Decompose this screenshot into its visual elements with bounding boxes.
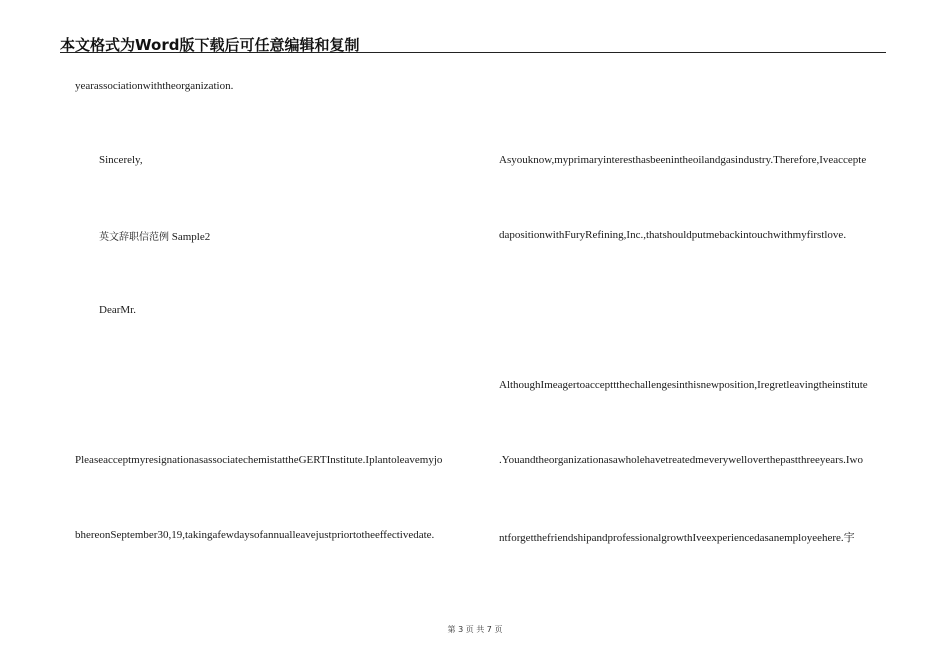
right-line-1: Asyouknow,myprimaryinteresthasbeenintheoilandgasindustry.Therefore,Iveaccepte bbox=[499, 154, 867, 166]
right-line-5: ntforgetthefriendshipandprofessionalgrowthIveexperiencedasanemployeehere.宇 bbox=[499, 532, 855, 544]
document-header-title: 本文格式为Word版下载后可任意编辑和复制 bbox=[60, 36, 360, 54]
page-number-footer: 第 3 页 共 7 页 bbox=[447, 625, 503, 634]
left-line-3-latin: Sample2 bbox=[171, 231, 211, 243]
right-line-3: AlthoughImeagertoaccepttthechallengesinthisnewposition,Iregretleavingtheinstitute bbox=[499, 379, 868, 391]
right-line-2: dapositionwithFuryRefining,Inc.,thatshouldputmebackintouchwithmyfirstlove. bbox=[499, 229, 847, 241]
left-line-3-cjk: 英文辞职信范例 bbox=[99, 232, 169, 243]
left-line-3 bbox=[99, 228, 210, 243]
left-line-2: Sincerely, bbox=[99, 154, 143, 166]
left-line-6: bhereonSeptember30,19,takingafewdaysofannualleavejustpriortotheeffectivedate. bbox=[75, 529, 435, 541]
right-line-4: .Youandtheorganizationasawholehavetreatedmeverywelloverthepastthreeyears.Iwo bbox=[499, 454, 863, 466]
header-divider bbox=[60, 52, 886, 53]
left-line-5: PleaseacceptmyresignationasassociatechemistattheGERTInstitute.Iplantoleavemyjo bbox=[75, 454, 443, 466]
left-line-1: yearassociationwiththeorganization. bbox=[75, 80, 234, 92]
left-line-4: DearMr. bbox=[99, 304, 136, 316]
